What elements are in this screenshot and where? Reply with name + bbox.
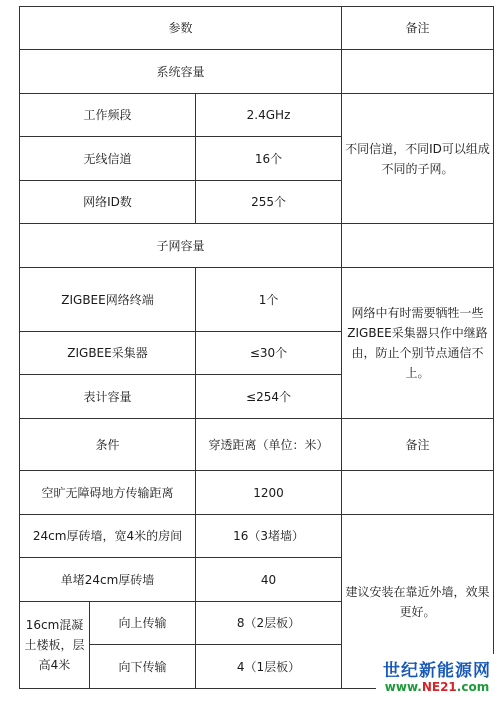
system-capacity-title: 系统容量 xyxy=(20,50,342,94)
row-note-empty xyxy=(342,471,494,515)
row-value: 16（3堵墙） xyxy=(196,515,342,558)
param-header: 参数 xyxy=(20,7,342,50)
row-value: 1个 xyxy=(196,268,342,332)
row-value: ≤254个 xyxy=(196,375,342,419)
row-value: 1200 xyxy=(196,471,342,515)
subnet-capacity-note: 网络中有时需要牺牲一些ZIGBEE采集器只作中继路由，防止个别节点通信不上。 xyxy=(342,268,494,419)
row-label: 单堵24cm厚砖墙 xyxy=(20,558,196,602)
table-row xyxy=(20,268,494,332)
watermark-url-suffix: .com xyxy=(456,680,490,694)
section-note-empty xyxy=(342,224,494,268)
row-value: ≤30个 xyxy=(196,332,342,375)
section-row xyxy=(20,224,494,268)
note-header: 备注 xyxy=(342,7,494,50)
concrete-floor-label: 16cm混凝土楼板，层高4米 xyxy=(20,602,90,689)
section-note-empty xyxy=(342,50,494,94)
watermark-logo xyxy=(376,654,498,700)
penetration-note-header: 备注 xyxy=(342,419,494,471)
row-label: 表计容量 xyxy=(20,375,196,419)
penetration-note: 建议安装在靠近外墙，效果更好。 xyxy=(342,515,494,689)
up-transmission-label: 向上传输 xyxy=(90,602,196,645)
row-label: 空旷无障碍地方传输距离 xyxy=(20,471,196,515)
distance-header: 穿透距离（单位：米） xyxy=(196,419,342,471)
table-row xyxy=(20,515,494,558)
row-label: 工作频段 xyxy=(20,94,196,137)
table-row xyxy=(20,471,494,515)
watermark-title: 世纪新能源网 xyxy=(383,661,491,681)
watermark-url xyxy=(376,680,498,694)
row-label: 24cm厚砖墙，宽4米的房间 xyxy=(20,515,196,558)
row-label: ZIGBEE采集器 xyxy=(20,332,196,375)
condition-header: 条件 xyxy=(20,419,196,471)
system-capacity-note: 不同信道，不同ID可以组成不同的子网。 xyxy=(342,94,494,224)
up-transmission-value: 8（2层板） xyxy=(196,602,342,645)
watermark-url-highlight: NE21 xyxy=(421,680,457,694)
row-value: 40 xyxy=(196,558,342,602)
penetration-header-row xyxy=(20,419,494,471)
spec-table xyxy=(19,6,494,689)
row-value: 2.4GHz xyxy=(196,94,342,137)
subnet-capacity-title: 子网容量 xyxy=(20,224,342,268)
down-transmission-value: 4（1层板） xyxy=(196,645,342,689)
row-value: 255个 xyxy=(196,181,342,224)
section-row xyxy=(20,50,494,94)
table-header-row xyxy=(20,7,494,50)
table-row xyxy=(20,94,494,137)
watermark-url-prefix: www. xyxy=(384,680,422,694)
row-value: 16个 xyxy=(196,137,342,181)
down-transmission-label: 向下传输 xyxy=(90,645,196,689)
row-label: ZIGBEE网络终端 xyxy=(20,268,196,332)
row-label: 网络ID数 xyxy=(20,181,196,224)
row-label: 无线信道 xyxy=(20,137,196,181)
